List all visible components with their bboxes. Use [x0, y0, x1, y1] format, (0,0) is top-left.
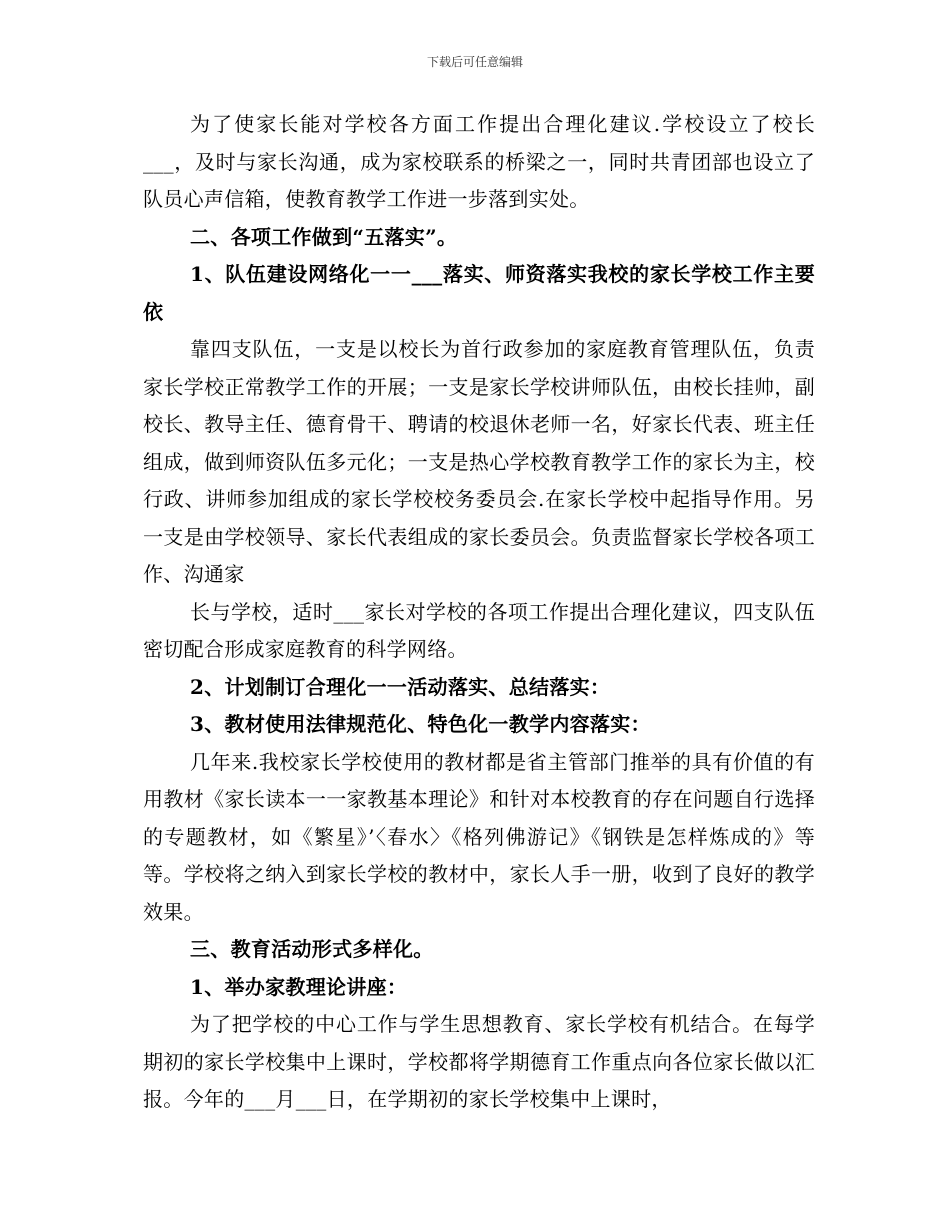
heading-diverse-activities: 三、教育活动形式多样化。: [190, 937, 434, 961]
document-body: [143, 106, 815, 1119]
paragraph-textbooks: 几年来.我校家长学校使用的教材都是省主管部门推举的具有价值的有用教材《家长读本一一家教基本理论》和针对本校教育的存在问题自行选择的专题教材，如《繁星》’〈春水〉《格列佛游记》《钢铁是怎样炼成的》等等。学校将之纳入到家长学校的教材中，家长人手一册，收到了良好的教学效果。: [143, 749, 815, 924]
paragraph-parent-school-link: 长与学校，适时___家长对学校的各项工作提出合理化建议，四支队伍密切配合形成家庭教育的科学网络。: [143, 599, 815, 661]
heading-lectures: 1、举办家教理论讲座：: [190, 974, 408, 999]
paragraph-four-teams: 靠四支队伍，一支是以校长为首行政参加的家庭教育管理队伍，负责家长学校正常教学工作的开展；一支是家长学校讲师队伍，由校长挂帅，副校长、教导主任、德育骨干、聘请的校退休老师一名，好家长代表、班主任组成，做到师资队伍多元化；一支是热心学校教育教学工作的家长为主，校行政、讲师参加组成的家长学校校务委员会.在家长学校中起指导作用。另一支是由学校领导、家长代表组成的家长委员会。负责监督家长学校各项工作、沟通家: [143, 337, 815, 586]
page-header-note: 下载后可任意编辑: [426, 55, 523, 69]
heading-team-building: 1、队伍建设网络化一一___落实、师资落实我校的家长学校工作主要依: [143, 262, 815, 324]
paragraph-lectures: 为了把学校的中心工作与学生思想教育、家长学校有机结合。在每学期初的家长学校集中上课时，学校都将学期德育工作重点向各位家长做以汇报。今年的___月___日，在学期初的家长学校集中上课时，: [143, 1012, 815, 1111]
heading-textbook-use: 3、教材使用法律规范化、特色化一教学内容落实：: [190, 712, 651, 736]
paragraph-suggestion-box: 为了使家长能对学校各方面工作提出合理化建议.学校设立了校长___，及时与家长沟通，成为家校联系的桥梁之一，同时共青团部也设立了队员心声信箱，使教育教学工作进一步落到实处。: [143, 112, 815, 211]
heading-five-implementations: 二、各项工作做到“五落实”。: [190, 224, 458, 249]
heading-plan-rational: 2、计划制订合理化一一活动落实、总结落实：: [190, 674, 611, 699]
